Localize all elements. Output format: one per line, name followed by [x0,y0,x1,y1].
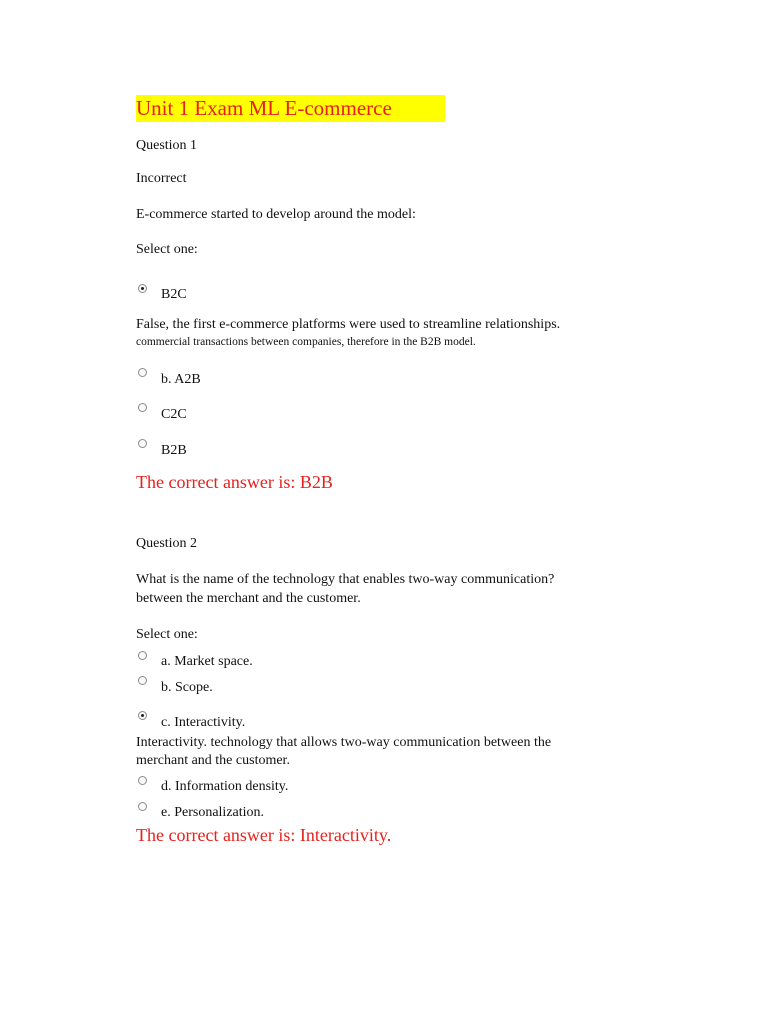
select-one-label: Select one: [136,242,198,257]
option-label: C2C [161,407,187,422]
question-status: Incorrect [136,171,187,186]
radio-option-b2c[interactable] [138,284,147,293]
feedback-text: Interactivity. technology that allows two-way communication between the [136,735,552,750]
radio-option-interactivity[interactable] [138,711,147,720]
question-label: Question 1 [136,138,198,153]
radio-option-scope[interactable] [138,676,147,685]
question-prompt: E-commerce started to develop around the model: [136,207,416,222]
option-label: B2B [161,443,187,458]
option-label: e. Personalization. [161,805,265,820]
option-label: d. Information density. [161,779,289,794]
correct-answer: The correct answer is: B2B [136,472,333,492]
feedback-text: False, the first e-commerce platforms were used to streamline relationships. [136,317,561,332]
radio-option-c2c[interactable] [138,403,147,412]
correct-answer: The correct answer is: Interactivity. [136,825,392,845]
option-label: c. Interactivity. [161,715,246,730]
feedback-text: commercial transactions between companies, therefore in the B2B model. [136,336,476,348]
radio-option-market-space[interactable] [138,651,147,660]
radio-option-a2b[interactable] [138,368,147,377]
option-label: b. Scope. [161,680,213,695]
question-label: Question 2 [136,536,198,551]
page-title: Unit 1 Exam ML E-commerce [136,95,445,122]
radio-option-personalization[interactable] [138,802,147,811]
feedback-text: merchant and the customer. [136,753,290,768]
radio-option-b2b[interactable] [138,439,147,448]
question-prompt: between the merchant and the customer. [136,591,361,606]
option-label: b. A2B [161,372,201,387]
option-label: B2C [161,287,187,302]
select-one-label: Select one: [136,627,198,642]
radio-option-information-density[interactable] [138,776,147,785]
question-prompt: What is the name of the technology that enables two-way communication? [136,572,555,587]
option-label: a. Market space. [161,654,253,669]
